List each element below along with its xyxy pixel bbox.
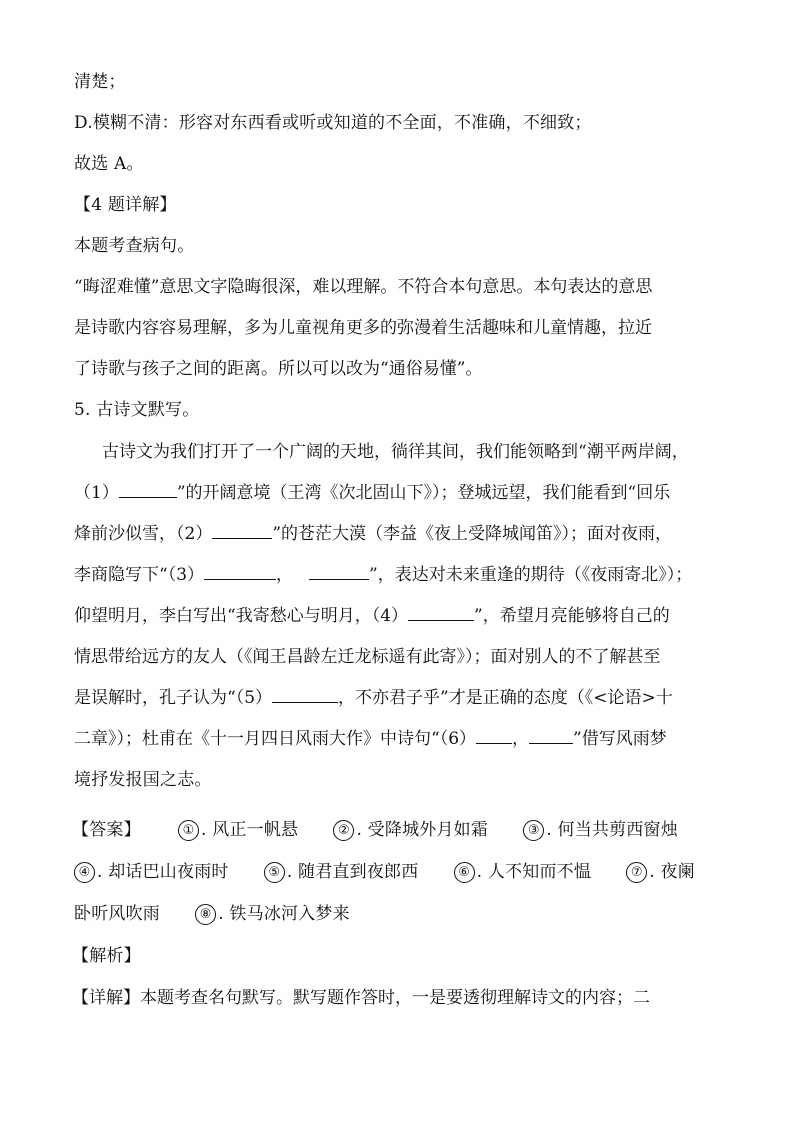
text-segment: ，不亦君子乎”才是正确的态度（《<论语>十	[338, 688, 673, 708]
answer-item-continued: 卧听风吹雨	[74, 904, 160, 924]
answer-number: ⑥	[454, 862, 475, 883]
text-line	[74, 522, 672, 546]
fill-blank	[529, 727, 573, 744]
answer-number: ③	[523, 820, 544, 841]
text-line: 情思带给远方的友人（《闻王昌龄左迁龙标遥有此寄》）；面对别人的不了解甚至	[74, 647, 661, 667]
text-line: 境抒发报国之志。	[74, 770, 212, 790]
answer-number: ④	[74, 862, 95, 883]
text-segment: 烽前沙似雪，（2）	[74, 524, 213, 544]
text-segment: ”的苍茫大漠（李益《夜上受降城闻笛》）；面对夜雨，	[272, 524, 673, 544]
answer-item: ③ . 何当共剪西窗烛	[523, 820, 678, 840]
text-line: 古诗文为我们打开了一个广阔的天地，徜徉其间，我们能领略到“潮平两岸阔，	[102, 442, 689, 462]
fill-blank	[272, 686, 338, 703]
fill-blank	[476, 727, 512, 744]
text-segment: ，	[512, 729, 530, 749]
text-line: “晦涩难懂”意思文字隐晦很深，难以理解。不符合本句意思。本句表达的意思	[74, 277, 653, 297]
text-segment: ”借写风雨梦	[573, 729, 667, 749]
answer-item: ① . 风正一帆悬	[178, 820, 298, 840]
answer-number: ⑤	[264, 862, 285, 883]
fill-blank	[204, 563, 276, 580]
answer-item: ② . 受降城外月如霜	[333, 820, 488, 840]
answer-line	[72, 818, 678, 842]
answer-number: ①	[178, 820, 199, 841]
text-line	[74, 481, 670, 505]
section-heading: 【解析】	[72, 946, 141, 966]
answer-line	[74, 902, 350, 926]
question-title: 5. 古诗文默写。	[74, 400, 200, 420]
text-segment: 仰望明月，李白写出“我寄愁心与明月，（4）	[74, 606, 409, 626]
answer-item: ④ . 却话巴山夜雨时	[74, 862, 229, 882]
answer-item: ⑦ . 夜阑	[626, 862, 695, 882]
answer-number: ⑧	[195, 904, 216, 925]
text-segment: ”的开阔意境（王湾《次北固山下》）；登城远望，我们能看到“回乐	[176, 483, 671, 503]
text-line: 清楚；	[74, 72, 126, 92]
text-segment: ”，表达对未来重逢的期待（《夜雨寄北》）；	[369, 565, 693, 585]
fill-blank	[119, 481, 177, 498]
text-segment: 李商隐写下“（3）	[74, 565, 205, 585]
blank-number: （1）	[74, 483, 119, 503]
text-line	[74, 727, 667, 751]
text-segment: 是误解时，孔子认为“（5）	[74, 688, 273, 708]
text-line: 【详解】本题考查名句默写。默写题作答时，一是要透彻理解诗文的内容；二	[72, 988, 650, 1008]
text-line: 本题考查病句。	[74, 236, 195, 256]
text-line	[74, 563, 692, 587]
answer-number: ②	[333, 820, 354, 841]
fill-blank	[309, 563, 369, 580]
answer-item: ⑥ . 人不知而不愠	[454, 862, 591, 882]
text-segment: ”，希望月亮能够将自己的	[474, 606, 670, 626]
text-line	[74, 604, 670, 628]
text-segment: ，	[276, 565, 294, 585]
fill-blank	[212, 522, 272, 539]
fill-blank	[408, 604, 474, 621]
section-heading: 【4 题详解】	[74, 195, 177, 215]
answer-item: ⑤ . 随君直到夜郎西	[264, 862, 419, 882]
text-line: D.模糊不清：形容对东西看或听或知道的不全面，不准确，不细致；	[74, 113, 592, 133]
answer-item: ⑧ . 铁马冰河入梦来	[195, 904, 350, 924]
text-segment: 二章》）；杜甫在《十一月四日风雨大作》中诗句“（6）	[74, 729, 477, 749]
text-line: 是诗歌内容容易理解，多为儿童视角更多的弥漫着生活趣味和儿童情趣，拉近	[74, 318, 652, 338]
answer-label: 【答案】	[72, 820, 141, 840]
answer-number: ⑦	[626, 862, 647, 883]
text-line	[74, 686, 673, 710]
answer-line	[74, 860, 695, 884]
text-line: 故选 A。	[74, 154, 144, 174]
text-line: 了诗歌与孩子之间的距离。所以可以改为“通俗易懂”。	[74, 359, 483, 379]
